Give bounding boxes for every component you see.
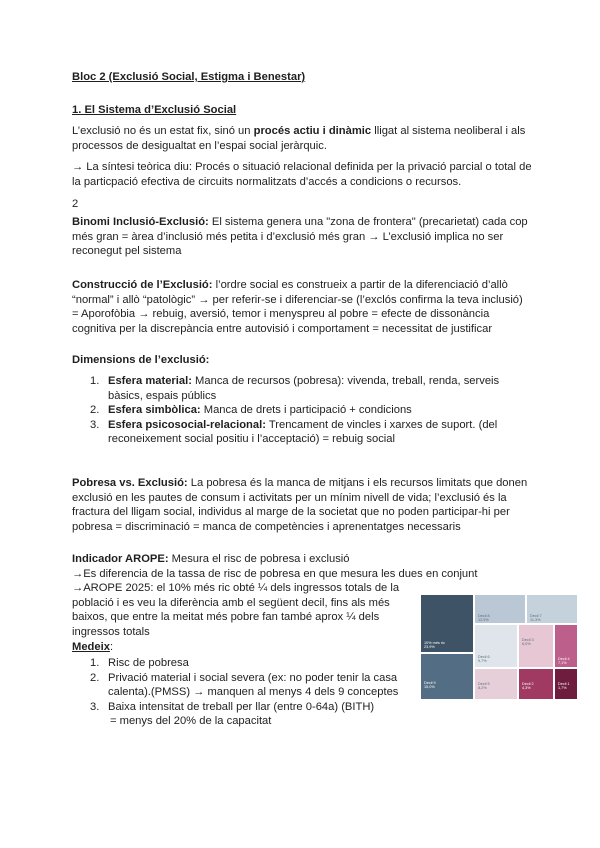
binomi-paragraph bbox=[72, 215, 532, 259]
medeix-item3-extra: = menys del 20% de la capacitat bbox=[110, 715, 272, 728]
dimension-text: Trencament de vincles i xarxes de suport. (del reconeixement social positiu i l’acceptació) = rebuig social bbox=[108, 418, 498, 446]
treemap-cell bbox=[474, 594, 526, 624]
treemap-cell bbox=[420, 653, 474, 700]
pobresa-label: Pobresa vs. Exclusió: bbox=[72, 477, 188, 489]
list-number: 3. bbox=[90, 418, 100, 431]
treemap-cell bbox=[518, 668, 554, 700]
treemap-cell-label: Decil 9 15,0% bbox=[424, 681, 436, 690]
arope-line-5: ingressos totals bbox=[72, 625, 150, 638]
treemap-cell bbox=[526, 594, 578, 624]
dimension-label: Esfera psicosocial-relacional: bbox=[108, 418, 266, 431]
p1-post: lligat al sistema neoliberal i als processos de desigualtat en l’espai social jeràrquic. bbox=[72, 125, 526, 152]
list-number: 2. bbox=[90, 404, 100, 417]
document-title bbox=[72, 70, 532, 85]
treemap-cell bbox=[420, 594, 474, 653]
dimension-text: Manca de recursos (pobresa): vivenda, treball, renda, serveis bàsics, espais públics bbox=[108, 375, 500, 402]
dimensions-heading-text: Dimensions de l’exclusió: bbox=[72, 354, 210, 366]
treemap-cell-label: Decil 7 11,3% bbox=[530, 614, 542, 623]
treemap-cell bbox=[474, 624, 518, 668]
arope-label: Indicador AROPE: bbox=[72, 553, 169, 565]
medeix-list bbox=[72, 656, 412, 729]
synthesis-paragraph bbox=[72, 160, 532, 189]
treemap-cell-label: Decil 1 1,7% bbox=[558, 682, 570, 691]
binomi-label: Binomi Inclusió-Exclusió: bbox=[72, 216, 209, 228]
arope-line-3: població i es veu la diferència amb el següent decil, fins als més bbox=[72, 596, 390, 609]
list-item bbox=[72, 671, 412, 700]
p1-pre: L’exclusió no és un estat fix, sinó un bbox=[72, 125, 254, 137]
list-item bbox=[72, 403, 522, 418]
page-number-text: 2 bbox=[72, 198, 79, 210]
treemap-cell bbox=[474, 668, 518, 700]
list-item bbox=[72, 374, 522, 403]
treemap-cell-label: Decil 5 8,2% bbox=[478, 682, 490, 691]
list-number: 3. bbox=[90, 700, 100, 713]
dimensions-heading bbox=[72, 353, 532, 368]
arope-line bbox=[72, 552, 542, 567]
list-item bbox=[72, 700, 412, 715]
dimension-label: Esfera simbòlica: bbox=[108, 404, 201, 417]
construccio-text: l’ordre social es construeix a partir de la diferenciació d’allò “normal” i allò “patològic” → per referir-se i diferenciar-se (l’exclós confirma la teva inclusió) = Aporofòbia → rebuig, aversió, temor i menyspreu al pobre = efecte de dissonància cognitiva per la discrepància entre autovisió i comportament = necessitat de justificar bbox=[72, 279, 523, 335]
arope-line-1: →Es diferencia de la tassa de risc de pobresa en que mesura les dues en conjunt bbox=[72, 567, 478, 580]
medeix-item-text: Baixa intensitat de treball per llar (entre 0-64a) (BITH) bbox=[108, 700, 375, 713]
dimension-text: Manca de drets i participació + condicions bbox=[200, 404, 412, 417]
list-number: 1. bbox=[90, 657, 100, 669]
list-item bbox=[72, 656, 412, 671]
binomi-text: El sistema genera una "zona de frontera" (precarietat) cada cop més gran = àrea d’inclusió més petita i d’exclusió més gran → L’exclusió implica no ser reconegut pel sistema bbox=[72, 216, 528, 258]
synthesis-text: → La síntesi teòrica diu: Procés o situació relacional definida per la privació parcial o total de la particpació efectiva de circuits normalitzats d’accés a condicions o recursos. bbox=[72, 161, 532, 188]
section1-heading-text: 1. El Sistema d’Exclusió Social bbox=[72, 104, 237, 116]
list-item bbox=[72, 418, 522, 447]
list-number: 2. bbox=[90, 671, 100, 684]
page-number bbox=[72, 197, 532, 212]
treemap-cell-label: 10% més ric 23,9% bbox=[424, 641, 445, 650]
pobresa-text: La pobresa és la manca de mitjans i els recursos limitats que donen exclusió en les pautes de consum i activitats per un mínim nivell de vida; l’exclusió és la fractura del lligam social, individus al marge de la societat que no poden participar-hi per pobresa = discriminació = manca de competències i aprenentatges necessaris bbox=[72, 477, 528, 533]
list-item-continuation bbox=[72, 714, 412, 729]
treemap-cell-label: Decil 4 7,1% bbox=[558, 657, 570, 666]
arope-text: Mesura el risc de pobresa i exclusió bbox=[168, 553, 350, 565]
income-treemap bbox=[420, 594, 578, 700]
medeix-colon: : bbox=[109, 640, 114, 653]
section1-heading bbox=[72, 103, 532, 118]
construccio-paragraph bbox=[72, 278, 532, 336]
treemap-cell bbox=[554, 624, 578, 668]
p1-bold: procés actiu i dinàmic bbox=[253, 125, 372, 137]
treemap-cell-label: Decil 3 6,0% bbox=[522, 638, 534, 647]
treemap-cell-label: Decil 8 12,9% bbox=[478, 614, 490, 623]
treemap-cell-label: Decil 2 4,3% bbox=[522, 682, 534, 691]
dimension-label: Esfera material: bbox=[108, 375, 192, 387]
arope-line-4: baixos, que entre la meitat més pobre fan també aprox ¼ dels bbox=[72, 611, 380, 624]
title-text: Bloc 2 (Exclusió Social, Estigma i Benestar) bbox=[72, 71, 306, 83]
list-number: 1. bbox=[90, 375, 100, 387]
medeix-label: Medeix bbox=[72, 640, 110, 653]
treemap-cell bbox=[554, 668, 578, 700]
treemap-cell bbox=[518, 624, 554, 668]
section1-paragraph bbox=[72, 124, 532, 153]
treemap-cell-label: Decil 6 9,7% bbox=[478, 655, 490, 664]
medeix-item-text: Risc de pobresa bbox=[108, 657, 189, 669]
medeix-item-text: Privació material i social severa (ex: no poder tenir la casa calenta).(PMSS) → manquen al menys 4 dels 9 conceptes bbox=[108, 671, 399, 699]
arope-line-2: →AROPE 2025: el 10% més ric obté ¼ dels ingressos totals de la bbox=[72, 582, 400, 595]
dimensions-list bbox=[72, 374, 522, 447]
pobresa-paragraph bbox=[72, 476, 532, 534]
construccio-label: Construcció de l’Exclusió: bbox=[72, 279, 213, 291]
